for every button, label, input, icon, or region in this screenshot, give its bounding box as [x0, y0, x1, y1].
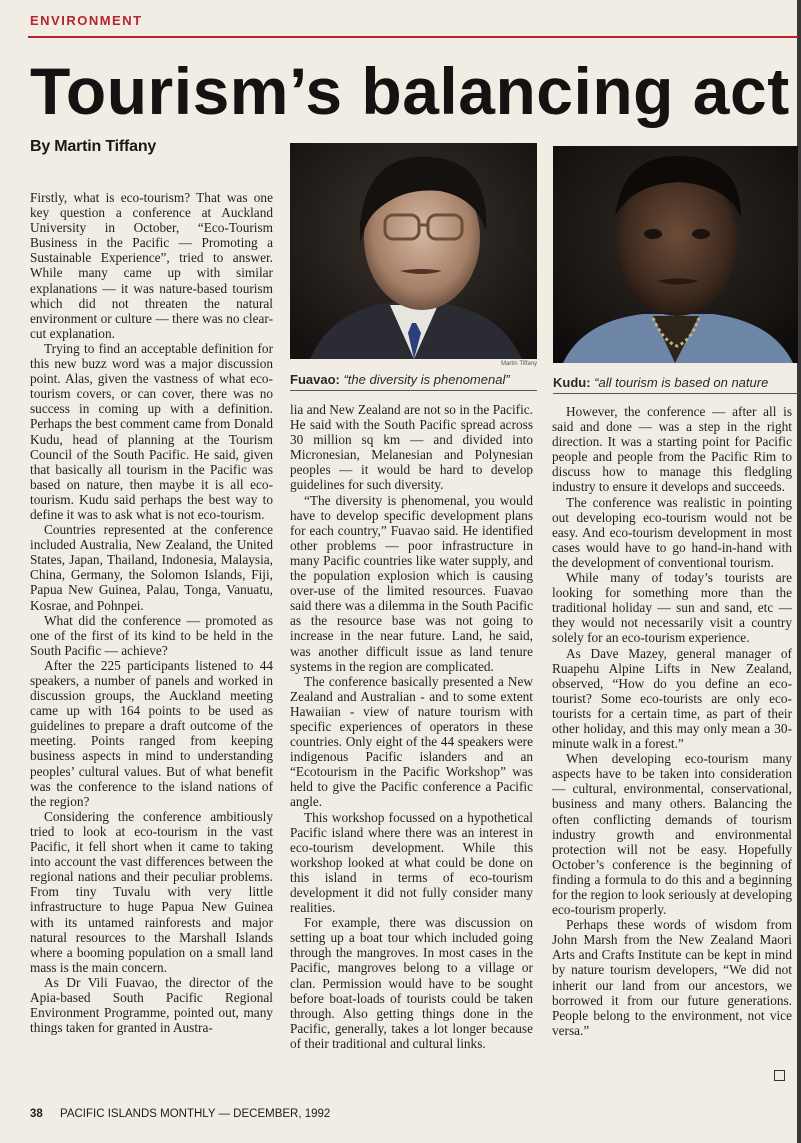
paragraph: The conference was realistic in pointing out developing eco-tourism would not be easy. And eco-tourism development in most cases would have to go hand-in-hand with the development of conventional tourism. [552, 494, 792, 570]
photo-fuavao [290, 143, 537, 359]
article-column-1 [30, 190, 273, 1035]
paragraph: As Dave Mazey, general manager of Ruapehu Alpine Lifts in New Zealand, observed, “How do you define an eco-tourist? Some eco-tourists are only eco-tourists for a certain time, as part of their other holiday, and this may only mean a 30-minute walk in a forest.” [552, 645, 792, 752]
article-column-3 [552, 404, 792, 1038]
article-column-2 [290, 402, 533, 1051]
paragraph: However, the conference — after all is said and done — was a step in the right direction. It was a starting point for Pacific people and people from the Pacific Rim to discuss how to manage this fledgling industry to ensure it develops and succeeds. [552, 404, 792, 495]
section-rule [28, 36, 798, 38]
byline: By Martin Tiffany [30, 138, 157, 155]
page-number: 38 [30, 1108, 43, 1120]
paragraph: Countries represented at the conference included Australia, New Zealand, the United States, Japan, Thailand, Indonesia, Malaysia, China, Germany, the Solomon Islands, Fiji, Papua New Guinea, Palau, Tonga, Vanuatu, Kosrae, and Pohnpei. [30, 522, 273, 613]
paragraph: After the 225 participants listened to 44 speakers, a number of panels and worked in discussion groups, the Auckland meeting came up with 164 points to be used as guidelines to prepare a draft outcome of the meeting. Points ranged from keeping business aspects in mind to understanding peoples’ cultural values. But of what benefit was the conference to the island nations of the region? [30, 657, 273, 809]
headline: Tourism’s balancing act [30, 54, 790, 128]
paragraph: Considering the conference ambitiously tried to look at eco-tourism in the vast Pacific, it fell short when it came to taking into account the vast differences between the regional nations and their peculiar problems. From tiny Tuvalu with very little infrastructure to huge Papua New Guinea with its untamed rainforests and major natural resources to the Marshall Islands where a booming population on a small land mass is the main concern. [30, 808, 273, 975]
paragraph: Trying to find an acceptable definition for this new buzz word was a major discussion point. Alas, given the vastness of what eco-tourism covers, or can cover, there was no success in coming up with a definition. Perhaps the best comment came from Donald Kudu, head of planning at the Tourism Council of the South Pacific. He said, given that basically all tourism in the Pacific was based on nature, then maybe it is all eco-tourism. Kudu said perhaps the best way to define it was to ask what is not eco-tourism. [30, 340, 273, 522]
paragraph: For example, there was discussion on setting up a boat tour which included going through the mangroves. In most cases in the Pacific, mangroves belong to a village or clan. Permission would have to be sought before boat-loads of tourists could be taken through. Also getting things done in the Pacific, generally, takes a lot longer because of their traditional and cultural links. [290, 915, 533, 1051]
paragraph: This workshop focussed on a hypothetical Pacific island where there was an interest in eco-tourism development. While this workshop looked at what could be done on this island in terms of eco-tourism development it did not fully consider many realities. [290, 809, 533, 916]
caption-quote: “the diversity is phenomenal” [343, 372, 510, 387]
portrait-fuavao-image [290, 143, 537, 359]
paragraph: As Dr Vili Fuavao, the director of the Apia-based South Pacific Regional Environment Programme, pointed out, many things taken for granted in Austra- [30, 974, 273, 1036]
caption-name: Kudu: [553, 375, 591, 390]
paragraph: lia and New Zealand are not so in the Pacific. He said with the South Pacific spread across 30 million sq km — and divided into Micronesian, Melanesian and Polynesian peoples — it would be hard to develop guidelines for such diversity. [290, 402, 533, 493]
paragraph: “The diversity is phenomenal, you would have to develop specific development plans for each country,” Fuavao said. He identified other problems — poor infrastructure in many Pacific countries like water supply, and the population explosion which is causing over-use of the limited resources. Fuavao said there was a dilemma in the South Pacific as the resource base was not going to increase in the near future. Land, he said, was another difficult issue as land tenure systems in the region are complicated. [290, 492, 533, 674]
caption-name: Fuavao: [290, 372, 340, 387]
caption-quote: “all tourism is based on nature [594, 375, 769, 390]
paragraph: Firstly, what is eco-tourism? That was one key question a conference at Auckland University in October, “Eco-Tourism Business in the Pacific — Promoting a Sustainable Experience”, tried to answer. While many came up with similar explanations — it was nature-based tourism which did not threaten the natural environment or culture — there was no clear-cut explanation. [30, 190, 273, 341]
caption-kudu [553, 375, 768, 390]
paragraph: The conference basically presented a New Zealand and Australian - and to some extent Hawaiian - view of nature tourism with specific experiences of operators in these countries. Only eight of the 44 speakers were indigenous Pacific islanders and an “Ecotourism in the Pacific Workshop” was held to give the Pacific conference a Pacific angle. [290, 673, 533, 810]
paragraph: While many of today’s tourists are looking for something more than the traditional holiday — sun and sand, etc — they would not necessarily visit a country solely for an eco-tourism experience. [552, 570, 792, 646]
paragraph: Perhaps these words of wisdom from John Marsh from the New Zealand Maori Arts and Crafts Institute can be kept in mind by nature tourism developers, “We did not inherit our land from our ancestors, we borrowed it from our future generations. People belong to the environment, not vice versa.” [552, 917, 792, 1038]
caption-fuavao [290, 372, 510, 387]
photo-credit: Martin Tiffany [501, 361, 537, 367]
paragraph: When developing eco-tourism many aspects have to be taken into consideration — cultural, environmental, conservational, business and many others. Balancing the often conflicting demands of tourism industry growth and environmental protection will not be easy. Hopefully October’s conference is the beginning of finding a formula to do this and a beginning for the region to look seriously at developing eco-tourism properly. [552, 751, 792, 918]
caption-rule [553, 393, 798, 394]
end-of-article-mark-icon [774, 1070, 785, 1081]
caption-rule [290, 390, 537, 391]
section-label: ENVIRONMENT [30, 13, 143, 28]
photo-kudu [553, 146, 798, 363]
publication-info: PACIFIC ISLANDS MONTHLY — DECEMBER, 1992 [60, 1108, 331, 1120]
paragraph: What did the conference — promoted as one of the first of its kind to be held in the South Pacific — achieve? [30, 612, 273, 658]
page-footer [30, 1108, 330, 1120]
portrait-kudu-image [553, 146, 798, 363]
